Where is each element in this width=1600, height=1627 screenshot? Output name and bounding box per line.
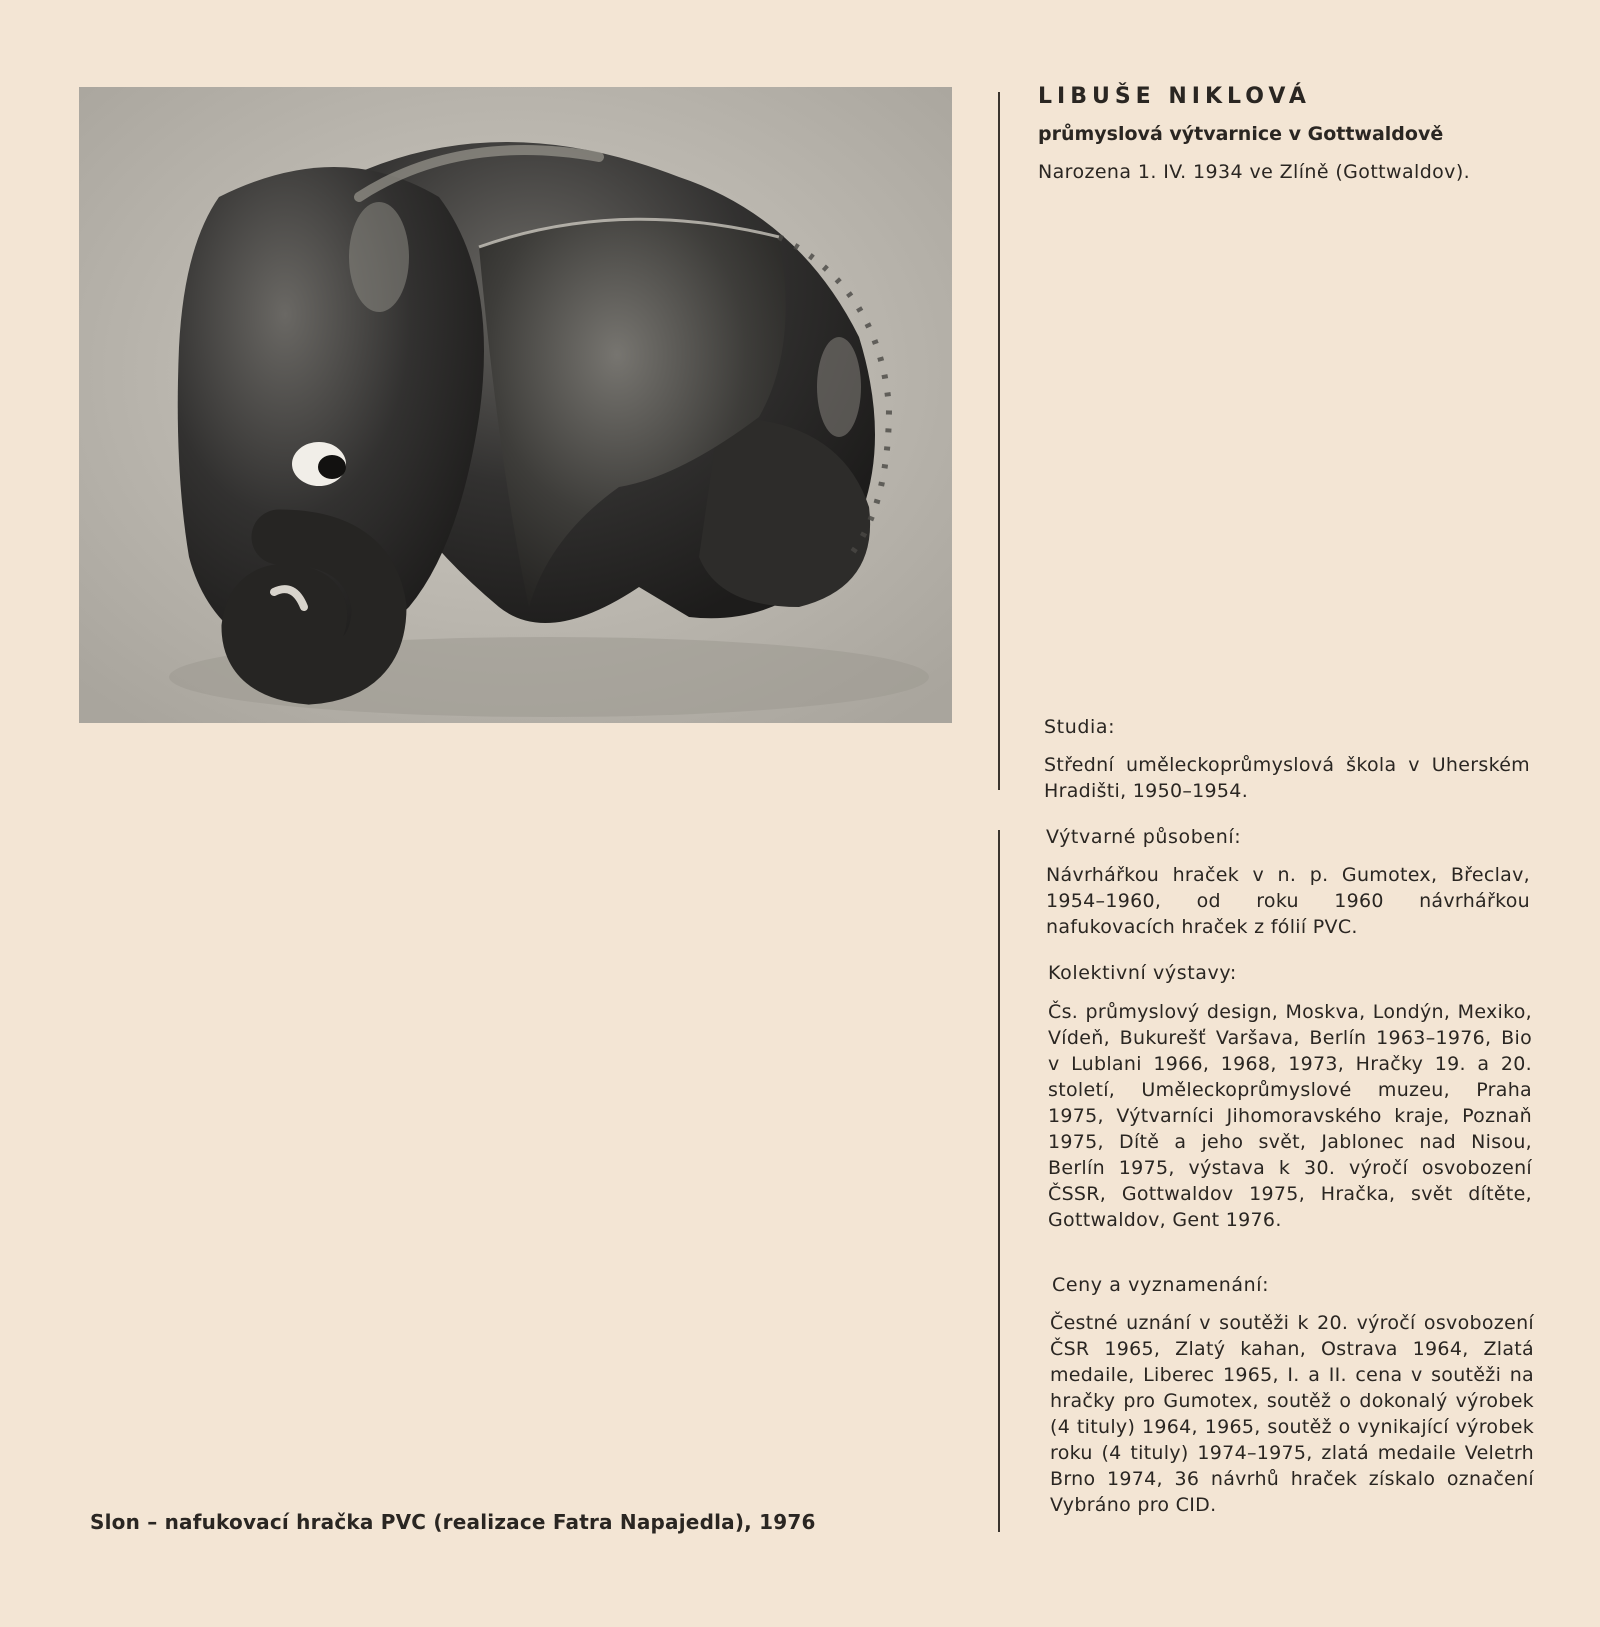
section-text-ceny: Čestné uznání v soutěži k 20. výročí osvobození ČSR 1965, Zlatý kahan, Ostrava 1964, Zlatá medaile, Liberec 1965, I. a II. cena v soutěži na hračky pro Gumotex, soutěž o dokonalý výrobek (4 tituly) 1964, 1965, soutěž o vynikající výrobek roku (4 tituly) 1974–1975, zlatá medaile Veletrh Brno 1974, 36 návrhů hraček získalo označení Vybráno pro CID. xyxy=(1050,1312,1534,1516)
section-text-kolektivni: Čs. průmyslový design, Moskva, Londýn, Mexiko, Vídeň, Bukurešť Varšava, Berlín 1963–1976, Bio v Lublani 1966, 1968, 1973, Hračky 19. a 20. století, Uměleckoprůmyslové muzeu, Praha 1975, Výtvarníci Jihomoravského kraje, Poznaň 1975, Dítě a jeho svět, Jablonec nad Nisou, Berlín 1975, výstava k 30. výročí osvobození ČSSR, Gottwaldov 1975, Hračka, svět dítěte, Gottwaldov, Gent 1976. xyxy=(1048,1001,1532,1231)
designer-name: LIBUŠE NIKLOVÁ xyxy=(1038,84,1311,109)
section-heading-studia: Studia: xyxy=(1044,716,1116,738)
section-heading-kolektivni: Kolektivní výstavy: xyxy=(1048,962,1237,984)
photo-caption: Slon – nafukovací hračka PVC (realizace Fatra Napajedla), 1976 xyxy=(90,1510,816,1534)
section-text-pusobeni: Návrhářkou hraček v n. p. Gumotex, Břeclav, 1954–1960, od roku 1960 návrhářkou nafukovacích hraček z fólií PVC. xyxy=(1046,864,1530,938)
section-text-studia: Střední uměleckoprůmyslová škola v Uherském Hradišti, 1950–1954. xyxy=(1044,754,1530,802)
section-heading-ceny: Ceny a vyznamenání: xyxy=(1052,1274,1270,1296)
elephant-toy-illustration xyxy=(79,87,952,723)
column-divider-gap xyxy=(998,790,1000,830)
section-heading-pusobeni: Výtvarné působení: xyxy=(1046,826,1242,848)
designer-role: průmyslová výtvarnice v Gottwaldově xyxy=(1038,123,1444,145)
designer-birth: Narozena 1. IV. 1934 ve Zlíně (Gottwaldov). xyxy=(1038,161,1471,183)
elephant-toy-photo xyxy=(79,87,952,723)
